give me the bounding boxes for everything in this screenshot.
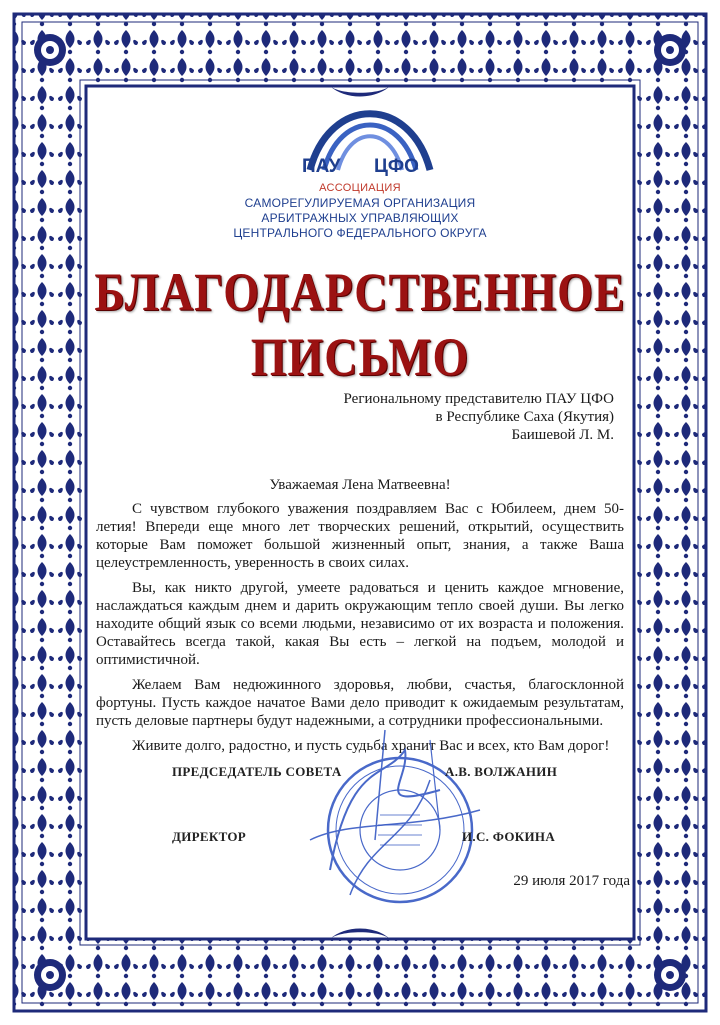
recipient-line-3: Баишевой Л. М. — [511, 427, 614, 443]
letter-date: 29 июля 2017 года — [513, 873, 630, 889]
org-name-line-2: АРБИТРАЖНЫХ УПРАВЛЯЮЩИХ — [261, 211, 459, 225]
title-line-2: ПИСЬМО — [250, 326, 470, 387]
director-name: И.С. ФОКИНА — [462, 829, 556, 844]
association-label: АССОЦИАЦИЯ — [319, 182, 401, 194]
chair-name: А.В. ВОЛЖАНИН — [445, 764, 558, 779]
logo-text-right: ЦФО — [374, 156, 419, 177]
title-line-1: БЛАГОДАРСТВЕННОЕ — [94, 261, 626, 322]
org-name-line-3: ЦЕНТРАЛЬНОГО ФЕДЕРАЛЬНОГО ОКРУГА — [233, 226, 487, 240]
body-paragraph-3: Желаем Вам недюжинного здоровья, любви, счастья, благосклонной фортуны. Пусть каждое начатое Вами дело приводит к ожидаемым результатам, пусть деловые партнеры будут надежными, а сотрудники профессиональными. — [96, 677, 624, 729]
official-stamp — [290, 720, 500, 920]
org-name-line-1: САМОРЕГУЛИРУЕМАЯ ОРГАНИЗАЦИЯ — [244, 196, 476, 210]
body-paragraph-2: Вы, как никто другой, умеете радоваться и ценить каждое мгновение, наслаждаться каждым днем и дарить окружающим тепло своей души. Вы легко находите общий язык со всеми людьми, независимо от их возраста и положения. Оставайтесь всегда такой, какая Вы есть – легкой на подъем, молодой и оптимистичной. — [96, 580, 624, 668]
recipient-line-2: в Республике Саха (Якутия) — [435, 409, 614, 425]
greeting: Уважаемая Лена Матвеевна! — [269, 477, 451, 493]
recipient-line-1: Региональному представителю ПАУ ЦФО — [343, 391, 614, 407]
director-position: ДИРЕКТОР — [172, 829, 247, 844]
chair-position: ПРЕДСЕДАТЕЛЬ СОВЕТА — [172, 764, 342, 779]
logo-text-left: ПАУ — [302, 156, 341, 177]
body-paragraph-4: Живите долго, радостно, и пусть судьба хранит Вас и всех, кто Вам дорог! — [132, 738, 610, 754]
body-paragraph-1: С чувством глубокого уважения поздравляем Вас с Юбилеем, днем 50-летия! Впереди еще много лет творческих решений, открытий, осуществить которые Вам поможет большой жизненный опыт, знания, а также Ваша целеустремленность, уверенность в своих силах. — [96, 501, 624, 571]
